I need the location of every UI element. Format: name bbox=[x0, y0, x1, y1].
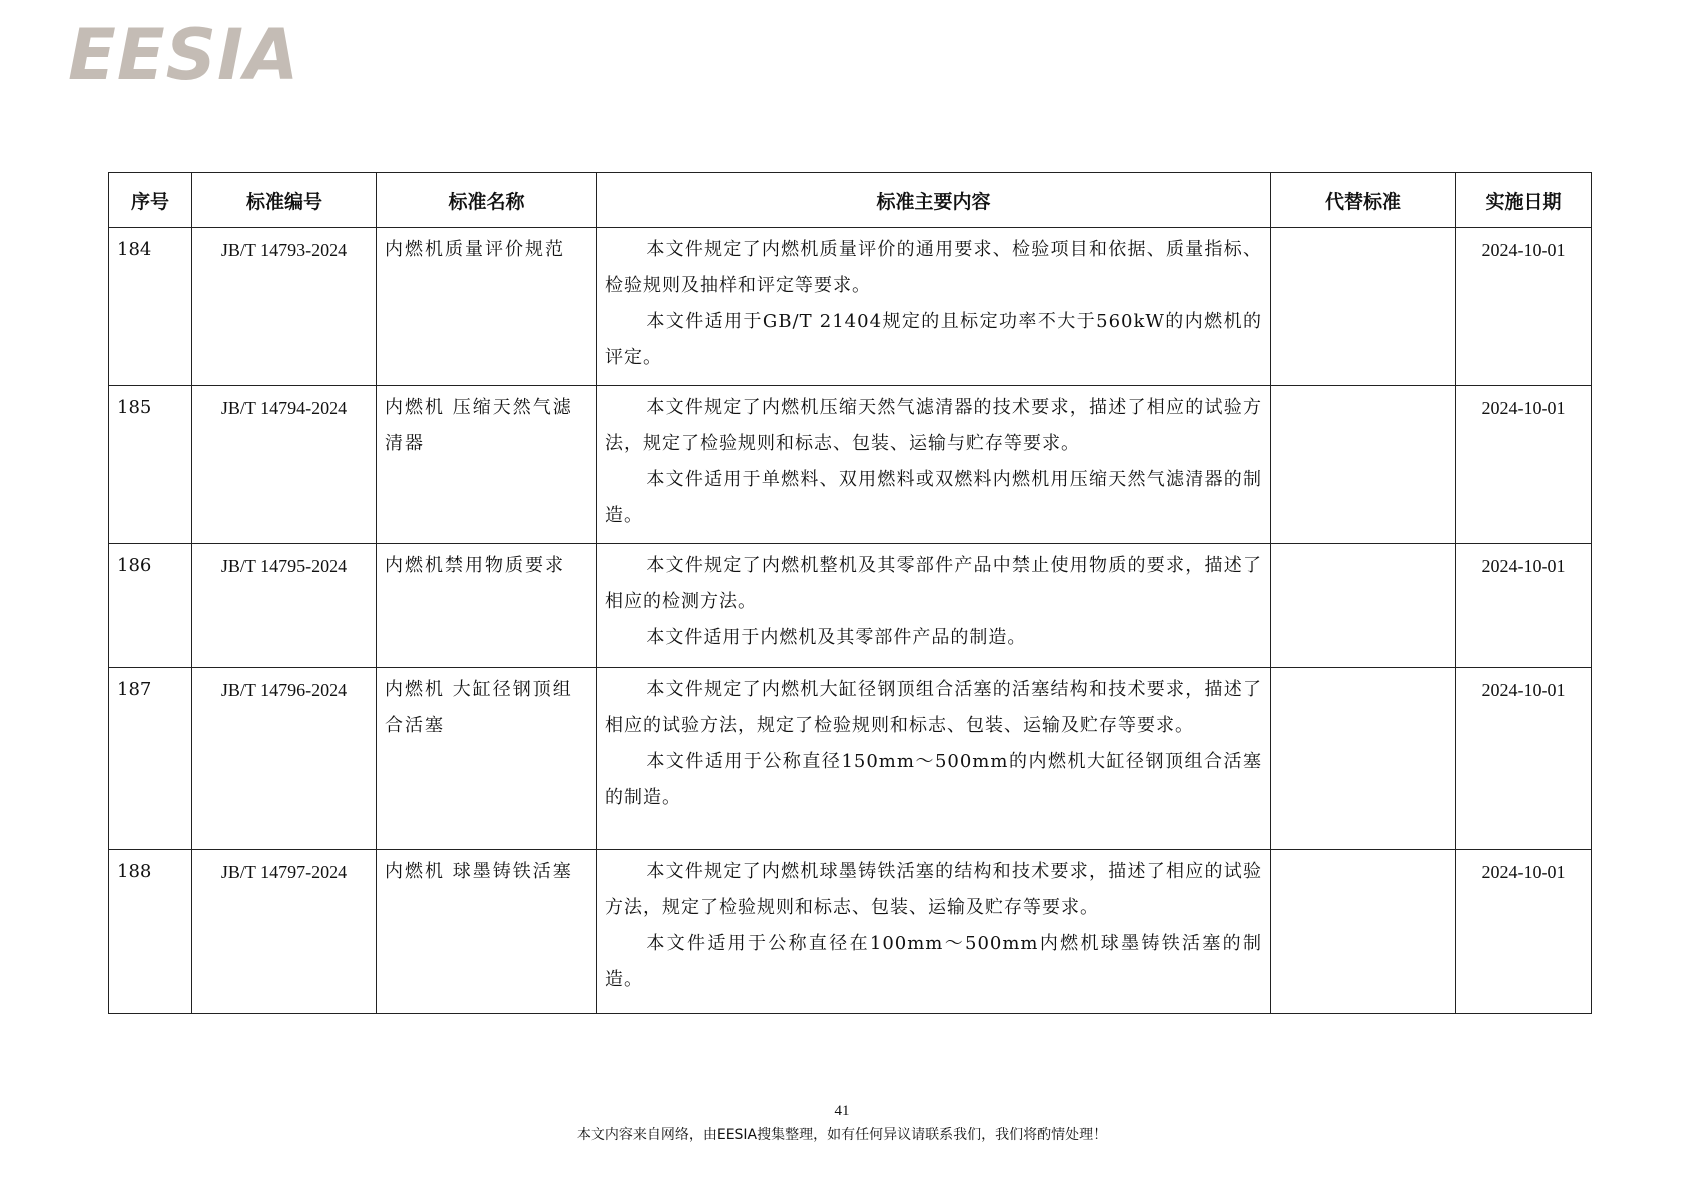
name-cell: 内燃机质量评价规范 bbox=[377, 228, 597, 386]
code-cell: JB/T 14797-2024 bbox=[192, 850, 377, 1014]
header-name: 标准名称 bbox=[377, 173, 597, 228]
name-cell: 内燃机 大缸径钢顶组合活塞 bbox=[377, 668, 597, 850]
table-row bbox=[109, 668, 1592, 850]
date-cell: 2024-10-01 bbox=[1456, 668, 1592, 850]
header-replaces: 代替标准 bbox=[1271, 173, 1456, 228]
replaces-cell bbox=[1271, 668, 1456, 850]
name-cell: 内燃机 压缩天然气滤清器 bbox=[377, 386, 597, 544]
content-paragraph: 本文件规定了内燃机大缸径钢顶组合活塞的活塞结构和技术要求，描述了相应的试验方法，规定了检验规则和标志、包装、运输及贮存等要求。 bbox=[605, 679, 1262, 736]
content-paragraph: 本文件适用于公称直径150mm～500mm的内燃机大缸径钢顶组合活塞的制造。 bbox=[605, 751, 1262, 808]
code-cell: JB/T 14795-2024 bbox=[192, 544, 377, 668]
replaces-cell bbox=[1271, 386, 1456, 544]
code-cell: JB/T 14793-2024 bbox=[192, 228, 377, 386]
page-number: 41 bbox=[834, 1103, 850, 1119]
date-cell: 2024-10-01 bbox=[1456, 544, 1592, 668]
footer-notice: 本文内容来自网络，由EESIA搜集整理，如有任何异议请联系我们，我们将酌情处理！ bbox=[576, 1127, 1108, 1143]
content-paragraph: 本文件适用于GB/T 21404规定的且标定功率不大于560kW的内燃机的评定。 bbox=[605, 311, 1262, 368]
content-cell bbox=[597, 386, 1271, 544]
content-paragraph: 本文件规定了内燃机整机及其零部件产品中禁止使用物质的要求，描述了相应的检测方法。 bbox=[605, 555, 1262, 612]
header-date: 实施日期 bbox=[1456, 173, 1592, 228]
content-paragraph: 本文件规定了内燃机质量评价的通用要求、检验项目和依据、质量指标、检验规则及抽样和评定等要求。 bbox=[605, 239, 1262, 296]
replaces-cell bbox=[1271, 544, 1456, 668]
content-paragraph: 本文件适用于单燃料、双用燃料或双燃料内燃机用压缩天然气滤清器的制造。 bbox=[605, 469, 1262, 526]
seq-cell: 185 bbox=[109, 386, 192, 544]
table-row bbox=[109, 544, 1592, 668]
header-code: 标准编号 bbox=[192, 173, 377, 228]
content-paragraph: 本文件适用于公称直径在100mm～500mm内燃机球墨铸铁活塞的制造。 bbox=[605, 933, 1262, 990]
seq-cell: 187 bbox=[109, 668, 192, 850]
replaces-cell bbox=[1271, 850, 1456, 1014]
code-cell: JB/T 14796-2024 bbox=[192, 668, 377, 850]
standards-table bbox=[108, 172, 1592, 1014]
header-seq: 序号 bbox=[109, 173, 192, 228]
date-cell: 2024-10-01 bbox=[1456, 850, 1592, 1014]
date-cell: 2024-10-01 bbox=[1456, 228, 1592, 386]
table-header-row bbox=[109, 173, 1592, 228]
content-paragraph: 本文件适用于内燃机及其零部件产品的制造。 bbox=[646, 627, 1027, 648]
content-cell bbox=[597, 850, 1271, 1014]
seq-cell: 186 bbox=[109, 544, 192, 668]
seq-cell: 188 bbox=[109, 850, 192, 1014]
content-cell bbox=[597, 544, 1271, 668]
code-cell: JB/T 14794-2024 bbox=[192, 386, 377, 544]
name-cell: 内燃机 球墨铸铁活塞 bbox=[377, 850, 597, 1014]
seq-cell: 184 bbox=[109, 228, 192, 386]
eesia-logo: EESIA bbox=[68, 14, 300, 96]
table-row bbox=[109, 228, 1592, 386]
date-cell: 2024-10-01 bbox=[1456, 386, 1592, 544]
content-paragraph: 本文件规定了内燃机球墨铸铁活塞的结构和技术要求，描述了相应的试验方法，规定了检验规则和标志、包装、运输及贮存等要求。 bbox=[605, 861, 1262, 918]
replaces-cell bbox=[1271, 228, 1456, 386]
table-row bbox=[109, 850, 1592, 1014]
content-cell bbox=[597, 668, 1271, 850]
content-paragraph: 本文件规定了内燃机压缩天然气滤清器的技术要求，描述了相应的试验方法，规定了检验规则和标志、包装、运输与贮存等要求。 bbox=[605, 397, 1262, 454]
table-row bbox=[109, 386, 1592, 544]
name-cell: 内燃机禁用物质要求 bbox=[377, 544, 597, 668]
content-cell bbox=[597, 228, 1271, 386]
header-content: 标准主要内容 bbox=[597, 173, 1271, 228]
